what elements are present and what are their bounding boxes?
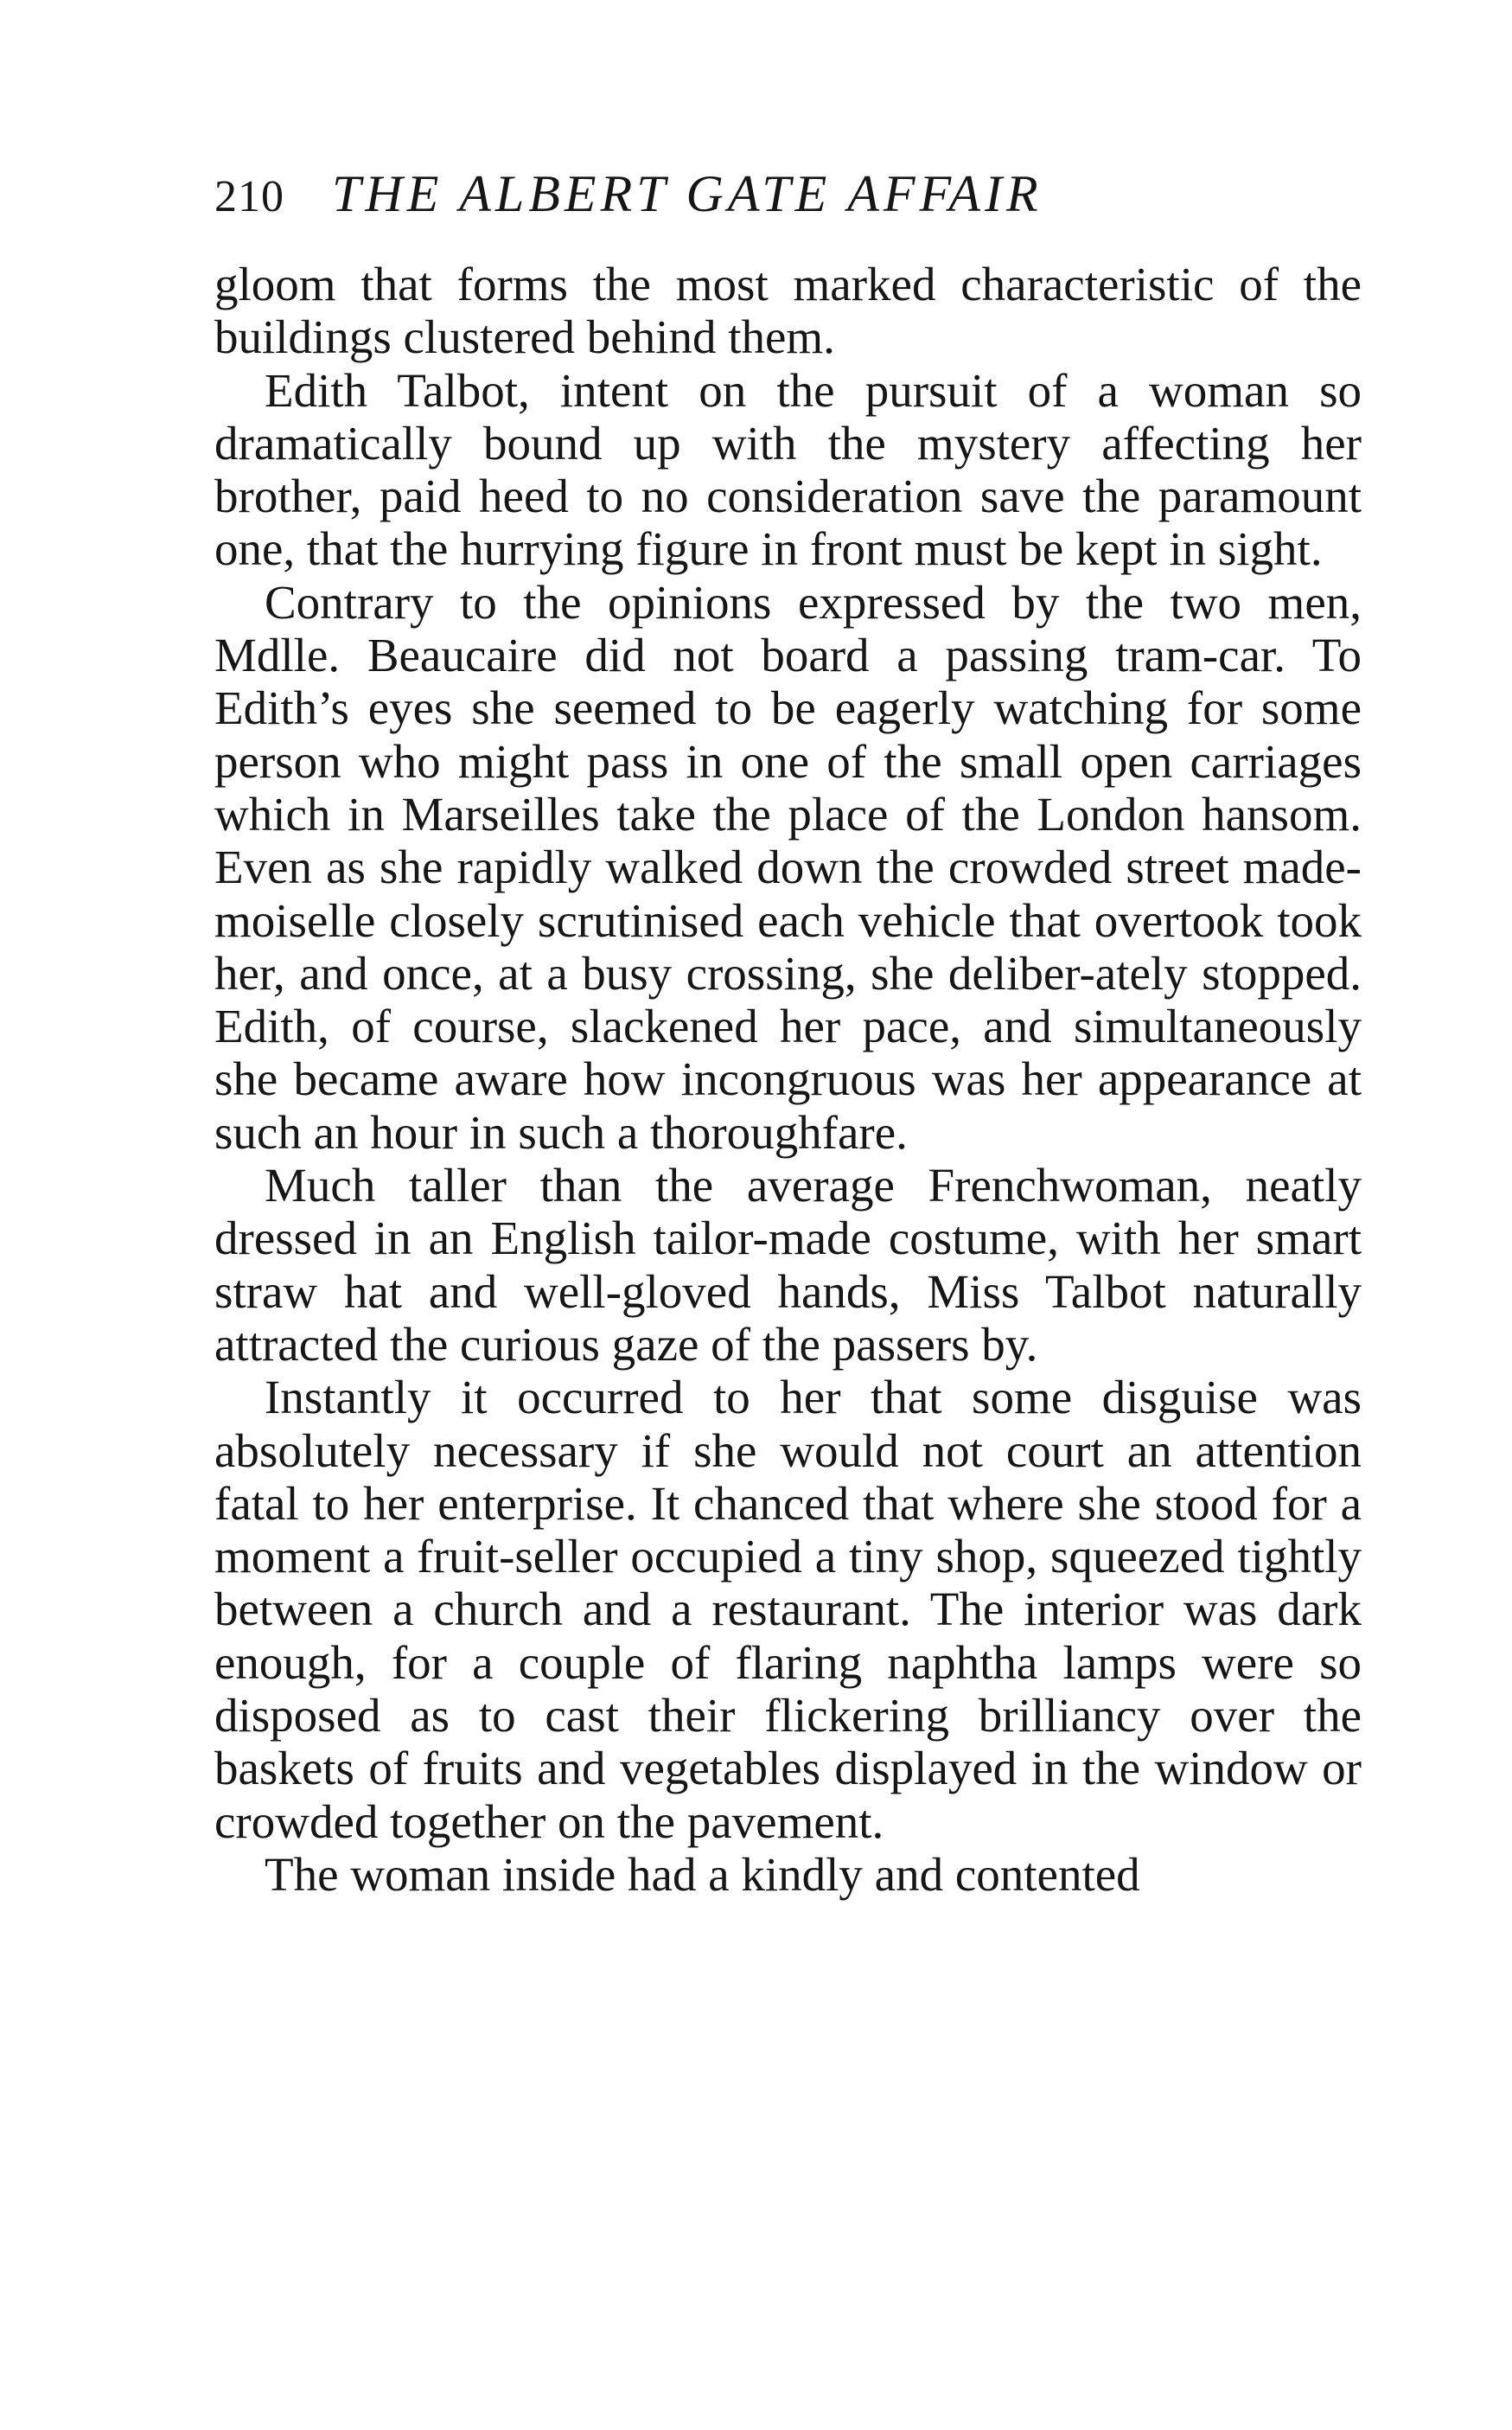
book-page xyxy=(214,164,1362,1901)
paragraph-continuation: gloom that forms the most marked characteristic of the buildings clustered behind them. xyxy=(214,258,1362,364)
paragraph: Contrary to the opinions expressed by the two men, Mdlle. Beaucaire did not board a passing tram-car. To Edith’s eyes she seemed to be eagerly watching for some person who might pass in one of the small open carriages which in Marseilles take the place of the London hansom. Even as she rapidly walked down the crowded street made-moiselle closely scrutinised each vehicle that overtook took her, and once, at a busy crossing, she deliber-ately stopped. Edith, of course, slackened her pace, and simultaneously she became aware how incongruous was her appearance at such an hour in such a thoroughfare. xyxy=(214,575,1362,1159)
paragraph: Instantly it occurred to her that some disguise was absolutely necessary if she would not court an attention fatal to her enterprise. It chanced that where she stood for a moment a fruit-seller occupied a tiny shop, squeezed tightly between a church and a restaurant. The interior was dark enough, for a couple of flaring naphtha lamps were so disposed as to cast their flickering brilliancy over the baskets of fruits and vegetables displayed in the window or crowded together on the pavement. xyxy=(214,1371,1362,1848)
page-header xyxy=(214,164,1362,233)
paragraph: Much taller than the average Frenchwoman, neatly dressed in an English tailor-made costume, with her smart straw hat and well-gloved hands, Miss Talbot naturally attracted the curious gaze of the passers by. xyxy=(214,1159,1362,1371)
body-text xyxy=(214,258,1362,1901)
page-number: 210 xyxy=(214,172,284,221)
running-title: THE ALBERT GATE AFFAIR xyxy=(332,165,1043,222)
paragraph: The woman inside had a kindly and contented xyxy=(265,1847,1140,1901)
paragraph: Edith Talbot, intent on the pursuit of a woman so dramatically bound up with the mystery affecting her brother, paid heed to no consideration save the paramount one, that the hurrying figure in front must be kept in sight. xyxy=(214,363,1362,576)
